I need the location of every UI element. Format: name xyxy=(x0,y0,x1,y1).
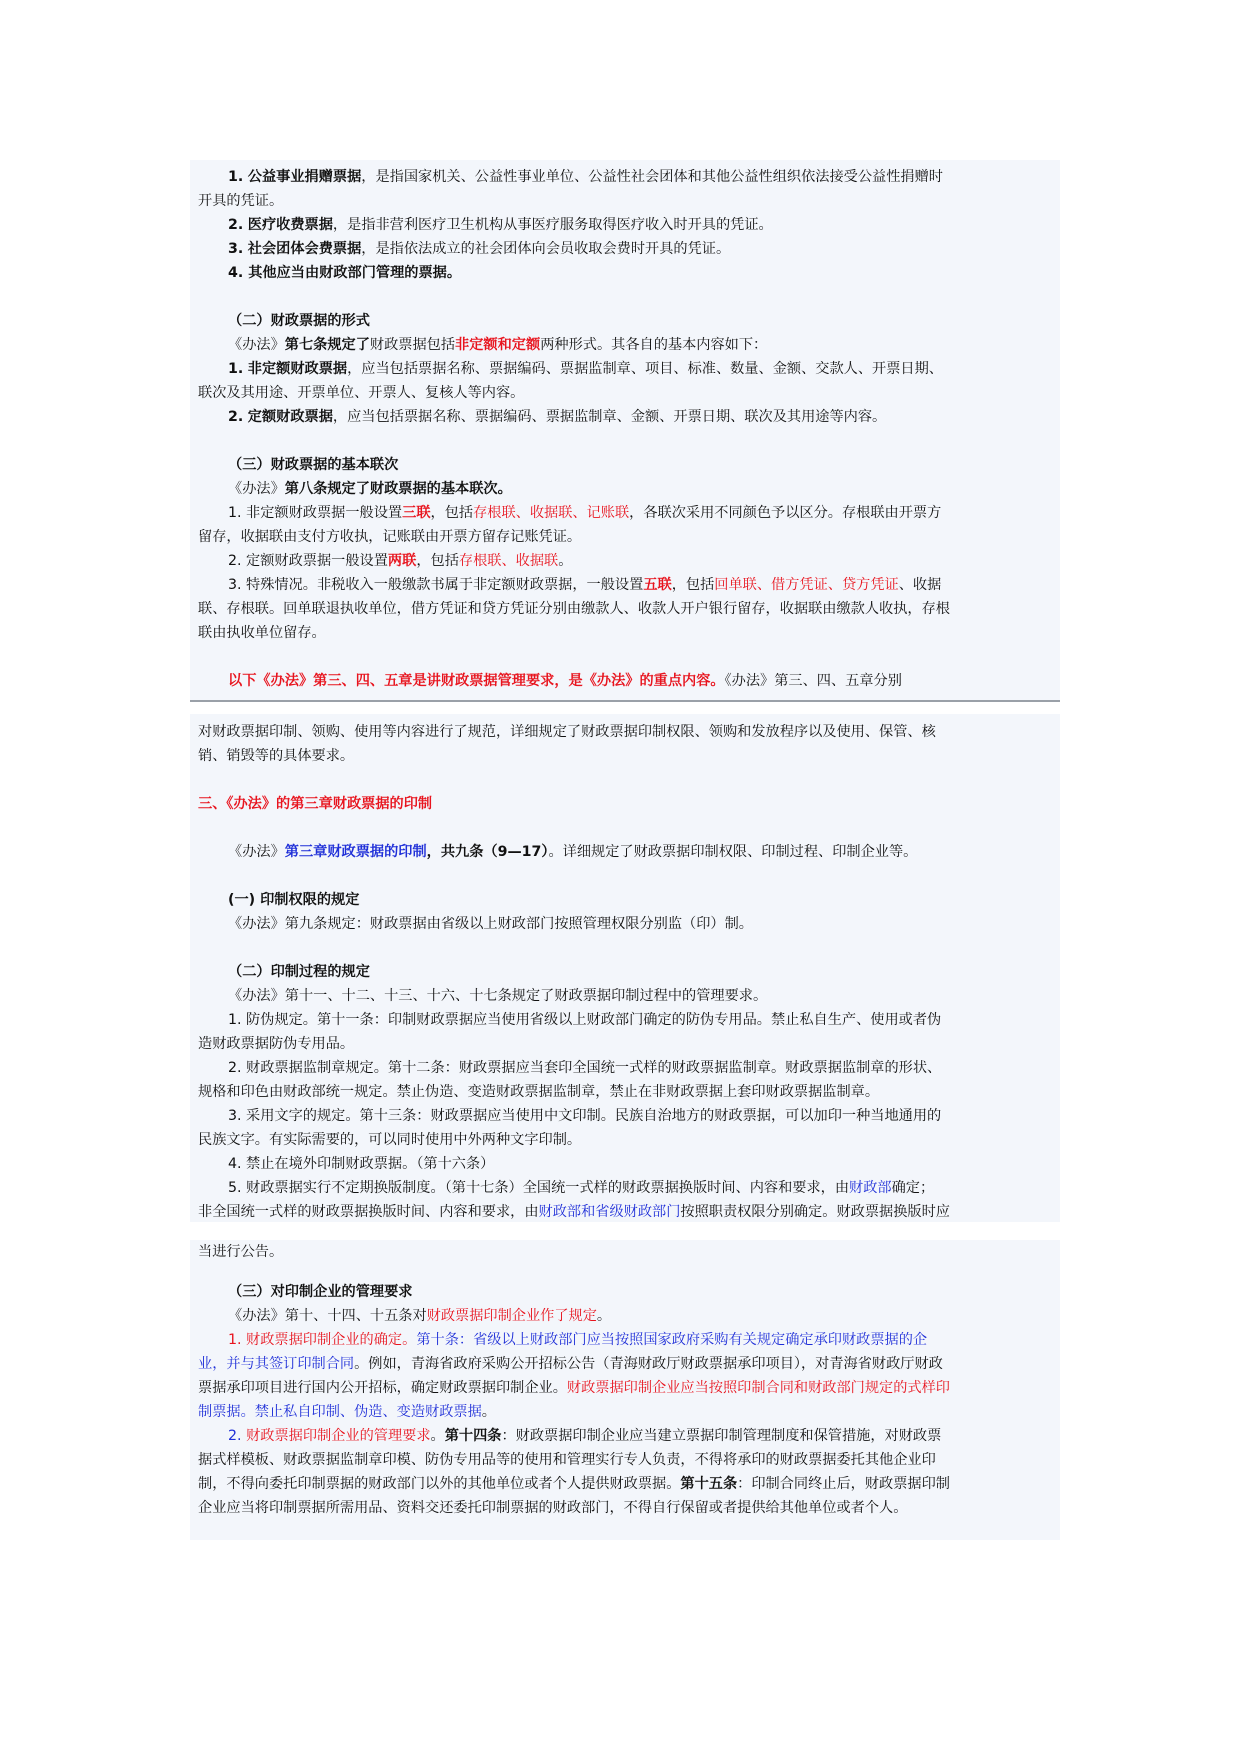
copy1-cont: 留存，收据联由支付方收执，记账联由开票方留存记账凭证。 xyxy=(198,529,582,545)
copies-intro-a: 《办法》 xyxy=(228,481,285,497)
copies-intro xyxy=(198,477,1052,501)
cat3-term: 社会团体会费票据 xyxy=(247,241,362,257)
copy3-cont-1: 联、存根联。回单联退执收单位，借方凭证和贷方凭证分别由缴款人、收款人开户银行留存，收据联由缴款人收执，存根 xyxy=(198,601,950,617)
ent-intro-highlight: 财政票据印制企业作了规定 xyxy=(426,1308,597,1324)
ent2-article-14: 第十四条 xyxy=(444,1428,502,1444)
ent2-b: ：财政票据印制企业应当建立票据印制管理制度和保管措施，对财政票 xyxy=(501,1428,942,1444)
copy2-count: 两联 xyxy=(387,553,417,569)
enterprise-rule-2-cont-2 xyxy=(198,1472,1052,1496)
authority-heading xyxy=(198,888,1052,912)
copy1-b: ，包括 xyxy=(430,505,474,521)
copy3-count: 五联 xyxy=(643,577,672,593)
enterprise-heading-text: （三）对印制企业的管理要求 xyxy=(228,1284,413,1300)
note-cont-2: 销、销毁等的具体要求。 xyxy=(198,748,355,764)
enterprise-rule-1-cont-1 xyxy=(198,1352,1052,1376)
form-1 xyxy=(198,357,1052,381)
chapter3-intro xyxy=(198,840,1052,864)
forms-intro-b: 第七条规定了 xyxy=(284,337,370,353)
copy3-types: 回单联、借方凭证、贷方凭证 xyxy=(714,577,899,593)
cat2-num: 2. xyxy=(228,217,244,233)
cat1-term: 公益事业捐赠票据 xyxy=(247,169,362,185)
forms-intro-d: 两种形式。其各自的基本内容如下： xyxy=(540,337,768,353)
enterprise-rule-1-cont-3 xyxy=(198,1400,1052,1424)
process-heading xyxy=(198,960,1052,984)
section-heading-copies xyxy=(198,453,1052,477)
ent1-article: 第十条：省级以上财政部门应当按照国家政府采购有关规定确定承印财政票据的企 xyxy=(416,1332,928,1348)
ent1-end: 。 xyxy=(481,1404,496,1420)
copy-rule-1 xyxy=(198,501,1052,525)
page-divider xyxy=(190,700,1060,702)
category-3 xyxy=(198,237,1052,261)
document-panel-2 xyxy=(190,714,1060,1222)
process-rule-5-cont-2: 当进行公告。 xyxy=(198,1244,284,1260)
copies-intro-b: 第八条规定了财政票据的基本联次。 xyxy=(284,481,512,497)
enterprise-intro xyxy=(198,1304,1052,1328)
enterprise-heading xyxy=(198,1280,1052,1304)
proc5-c: 非全国统一式样的财政票据换版时间、内容和要求，由 xyxy=(198,1204,539,1220)
process-rule-1-cont: 造财政票据防伪专用品。 xyxy=(198,1036,355,1052)
process-rule-5 xyxy=(198,1176,1052,1200)
ent1-article-cont: 业，并与其签订印制合同 xyxy=(198,1356,355,1372)
document-panel-3 xyxy=(190,1240,1060,1540)
authority-text: 《办法》第九条规定：财政票据由省级以上财政部门按照管理权限分别监（印）制。 xyxy=(228,916,753,932)
enterprise-rule-1-cont-2 xyxy=(198,1376,1052,1400)
cat1-num: 1. xyxy=(228,169,244,185)
ent2-e: ：印制合同终止后，财政票据印制 xyxy=(737,1476,950,1492)
section-heading-forms xyxy=(198,309,1052,333)
ch3-intro-a: 《办法》 xyxy=(228,844,285,860)
ent2-d: 制，不得向委托印制票据的财政部门以外的其他单位或者个人提供财政票据。 xyxy=(198,1476,681,1492)
copy-rule-3 xyxy=(198,573,1052,597)
cat2-term: 医疗收费票据 xyxy=(247,217,333,233)
ch3-intro-articles: ，共九条（9—17） xyxy=(426,844,549,860)
process-rule-3: 3. 采用文字的规定。第十三条：财政票据应当使用中文印制。民族自治地方的财政票据，可以加印一种当地通用的 xyxy=(228,1108,942,1124)
process-heading-text: （二）印制过程的规定 xyxy=(228,964,370,980)
ent1-title: 1. 财政票据印制企业的确定。 xyxy=(228,1332,417,1348)
copy1-types: 存根联、收据联、记账联 xyxy=(473,505,630,521)
form1-text-cont: 联次及其用途、开票单位、开票人、复核人等内容。 xyxy=(198,385,525,401)
ent1-example-cont: 票据承印项目进行国内公开招标，确定财政票据印制企业。 xyxy=(198,1380,567,1396)
ent1-prohibition: 制票据。禁止私自印制、伪造、变造财政票据 xyxy=(198,1404,482,1420)
enterprise-rule-2-cont-3: 企业应当将印制票据所需用品、资料交还委托印制票据的财政部门，不得自行保留或者提供给其他单位或者个人。 xyxy=(198,1500,908,1516)
cat3-text: ，是指依法成立的社会团体向会员收取会费时开具的凭证。 xyxy=(361,241,731,257)
form-2 xyxy=(198,405,1052,429)
enterprise-rule-2-cont-1: 据式样模板、财政票据监制章印模、防伪专用品等的使用和管理实行专人负责，不得将承印的财政票据委托其他企业印 xyxy=(198,1452,936,1468)
copy2-a: 2. 定额财政票据一般设置 xyxy=(228,553,388,569)
category-1 xyxy=(198,165,1052,189)
copy2-c: 。 xyxy=(558,553,573,569)
chapter3-heading xyxy=(198,792,1052,816)
enterprise-rule-1 xyxy=(198,1328,1052,1352)
cat2-text: ，是指非营利医疗卫生机构从事医疗服务取得医疗收入时开具的凭证。 xyxy=(332,217,773,233)
process-rule-2-cont: 规格和印色由财政部统一规定。禁止伪造、变造财政票据监制章，禁止在非财政票据上套印财政票据监制章。 xyxy=(198,1084,880,1100)
sec3-heading-text: （三）财政票据的基本联次 xyxy=(228,457,399,473)
proc5-b: 确定； xyxy=(891,1180,935,1196)
proc5-d: 按照职责权限分别确定。财政票据换版时应 xyxy=(680,1204,950,1220)
form2-num: 2. xyxy=(228,409,244,425)
ch3-intro-c: 。详细规定了财政票据印制权限、印制过程、印制企业等。 xyxy=(548,844,918,860)
note-cont-1: 对财政票据印制、领购、使用等内容进行了规范，详细规定了财政票据印制权限、领购和发放程序以及使用、保管、核 xyxy=(198,724,936,740)
proc5-a: 5. 财政票据实行不定期换版制度。（第十七条）全国统一式样的财政票据换版时间、内容和要求，由 xyxy=(228,1180,850,1196)
cat1-text-cont: 开具的凭证。 xyxy=(198,193,284,209)
ent2-a: 。 xyxy=(430,1428,445,1444)
forms-intro xyxy=(198,333,1052,357)
process-rule-3-cont: 民族文字。有实际需要的，可以同时使用中外两种文字印制。 xyxy=(198,1132,582,1148)
forms-intro-highlight: 非定额和定额 xyxy=(455,337,541,353)
copy1-count: 三联 xyxy=(402,505,431,521)
key-note xyxy=(198,669,1052,693)
copy3-a: 3. 特殊情况。非税收入一般缴款书属于非定额财政票据，一般设置 xyxy=(228,577,644,593)
ch3-intro-title: 第三章财政票据的印制 xyxy=(284,844,427,860)
ent1-requirement: 财政票据印制企业应当按照印制合同和财政部门规定的式样印 xyxy=(566,1380,950,1396)
proc5-authority-1: 财政部 xyxy=(849,1180,892,1196)
enterprise-rule-2 xyxy=(198,1424,1052,1448)
forms-intro-c: 财政票据包括 xyxy=(369,337,456,353)
copy2-b: ，包括 xyxy=(416,553,459,569)
form1-text: ，应当包括票据名称、票据编码、票据监制章、项目、标准、数量、金额、交款人、开票日期、 xyxy=(347,361,943,377)
ent1-example: 。例如，青海省政府采购公开招标公告（青海财政厅财政票据承印项目），对青海省财政厅财政 xyxy=(354,1356,943,1372)
process-rule-1: 1. 防伪规定。第十一条：印制财政票据应当使用省级以上财政部门确定的防伪专用品。禁止私自生产、使用或者伪 xyxy=(228,1012,942,1028)
copy1-c: ，各联次采用不同颜色予以区分。存根联由开票方 xyxy=(629,505,942,521)
chapter3-heading-text: 三、《办法》的第三章财政票据的印制 xyxy=(198,796,433,812)
form2-term: 定额财政票据 xyxy=(247,409,333,425)
sec2-heading-text: （二）财政票据的形式 xyxy=(228,313,370,329)
copy3-cont-2: 联由执收单位留存。 xyxy=(198,625,326,641)
ent2-num: 2. xyxy=(228,1428,242,1444)
ent-intro-b: 。 xyxy=(596,1308,612,1324)
copy3-b: ，包括 xyxy=(671,577,715,593)
category-2 xyxy=(198,213,1052,237)
process-rule-4: 4. 禁止在境外印制财政票据。（第十六条） xyxy=(228,1156,495,1172)
key-note-highlight: 以下《办法》第三、四、五章是讲财政票据管理要求，是《办法》的重点内容。 xyxy=(228,673,725,689)
ent-intro-a: 《办法》第十、十四、十五条对 xyxy=(228,1308,427,1324)
forms-intro-a: 《办法》 xyxy=(228,337,285,353)
copy1-a: 1. 非定额财政票据一般设置 xyxy=(228,505,403,521)
cat1-text: ，是指国家机关、公益性事业单位、公益性社会团体和其他公益性组织依法接受公益性捐赠时 xyxy=(361,169,943,185)
form1-term: 非定额财政票据 xyxy=(247,361,348,377)
copy3-c: 、收据 xyxy=(898,577,942,593)
process-intro: 《办法》第十一、十二、十三、十六、十七条规定了财政票据印制过程中的管理要求。 xyxy=(228,988,768,1004)
process-rule-5-cont xyxy=(198,1200,1052,1224)
key-note-tail: 《办法》第三、四、五章分别 xyxy=(724,673,902,689)
copy2-types: 存根联、收据联 xyxy=(458,553,559,569)
cat3-num: 3. xyxy=(228,241,244,257)
category-4 xyxy=(198,261,1052,285)
document-panel-1 xyxy=(190,160,1060,700)
proc5-authority-2: 财政部和省级财政部门 xyxy=(538,1204,681,1220)
authority-heading-text: (一) 印制权限的规定 xyxy=(228,892,360,908)
form2-text: ，应当包括票据名称、票据编码、票据监制章、金额、开票日期、联次及其用途等内容。 xyxy=(332,409,887,425)
form1-num: 1. xyxy=(228,361,244,377)
cat4-text: 4. 其他应当由财政部门管理的票据。 xyxy=(228,265,462,281)
ent2-title: 财政票据印制企业的管理要求 xyxy=(246,1428,431,1444)
ent2-article-15: 第十五条 xyxy=(680,1476,738,1492)
process-rule-2: 2. 财政票据监制章规定。第十二条：财政票据应当套印全国统一式样的财政票据监制章。财政票据监制章的形状、 xyxy=(228,1060,942,1076)
copy-rule-2 xyxy=(198,549,1052,573)
